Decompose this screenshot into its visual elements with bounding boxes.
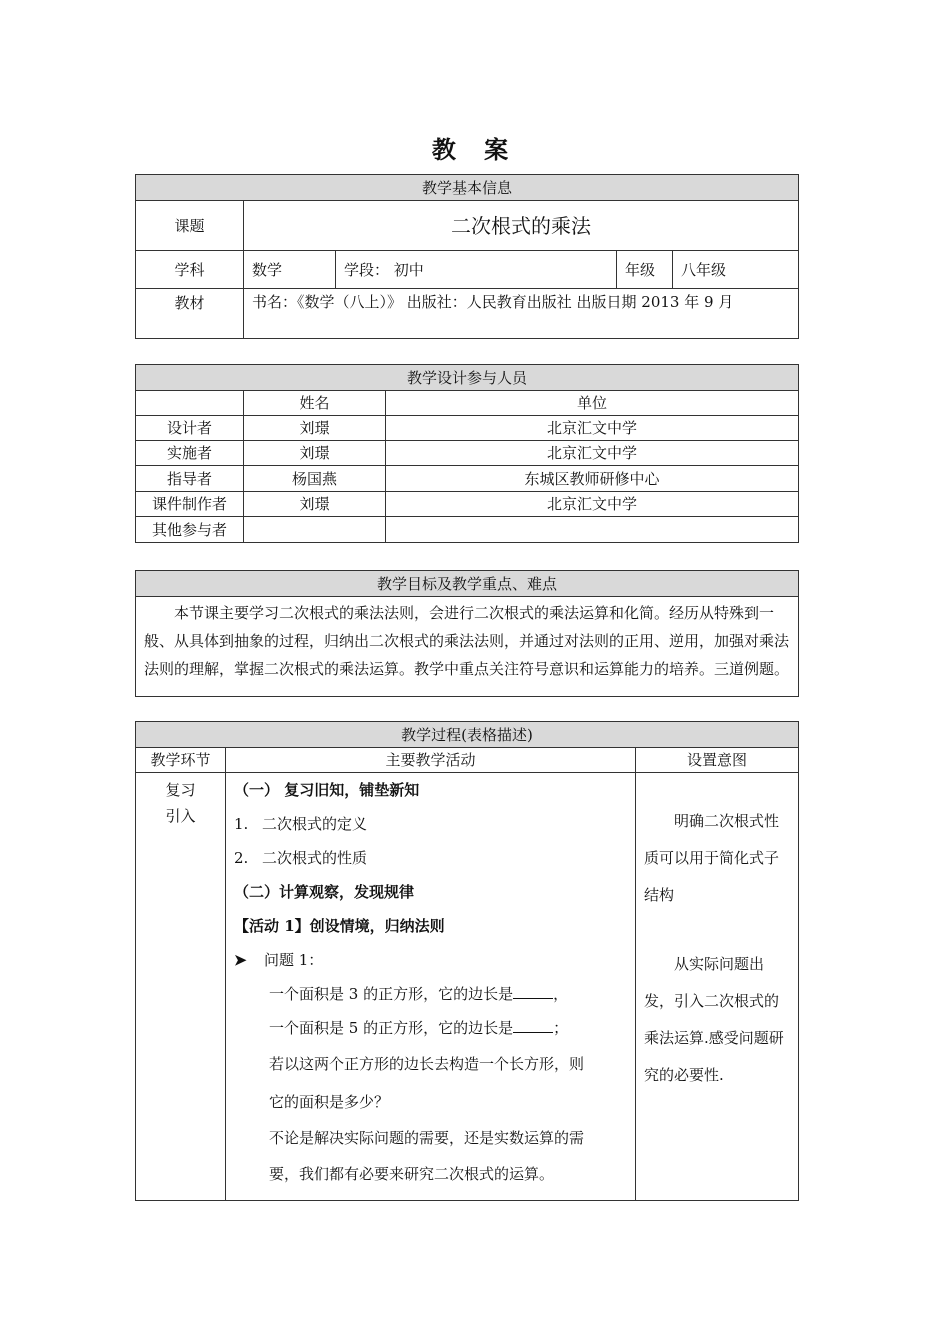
item2-number: 2. — [234, 849, 249, 867]
participant-unit: 北京汇文中学 — [386, 492, 799, 517]
basic-info-table — [135, 174, 799, 339]
item2-text: 二次根式的性质 — [262, 849, 368, 867]
table-row — [136, 441, 799, 466]
process-header: 教学过程(表格描述) — [136, 722, 799, 748]
participant-name: 杨国燕 — [244, 466, 386, 492]
question-line — [234, 1011, 627, 1045]
question-line — [234, 977, 627, 1011]
list-item — [234, 841, 627, 875]
question-line5: 不论是解决实际问题的需要，还是实数运算的需 — [269, 1129, 585, 1147]
participant-name: 刘璟 — [244, 492, 386, 517]
item1-number: 1. — [234, 815, 249, 833]
activity-cell — [226, 773, 636, 1201]
textbook-value: 书名：《数学（八上）》 出版社：人民教育出版社 出版日期 2013 年 9 月 — [244, 289, 799, 339]
participant-name — [244, 517, 386, 543]
participant-role: 指导者 — [136, 466, 244, 492]
participant-unit: 北京汇文中学 — [386, 441, 799, 466]
intent-cell — [636, 773, 799, 1201]
participant-unit: 东城区教师研修中心 — [386, 466, 799, 492]
participants-table — [135, 364, 799, 543]
question-line6: 要，我们都有必要来研究二次根式的运算。 — [269, 1165, 555, 1183]
arrow-bullet-icon: ➤ — [234, 951, 247, 969]
stage-label: 学段： 初中 — [336, 251, 617, 289]
table-row — [136, 517, 799, 543]
question-line2-punct: ； — [553, 1019, 569, 1037]
col-name-header: 姓名 — [244, 391, 386, 416]
topic-value: 二次根式的乘法 — [244, 201, 799, 251]
grade-label: 年级 — [617, 251, 673, 289]
table-row — [136, 416, 799, 441]
col-unit-header: 单位 — [386, 391, 799, 416]
basic-info-header: 教学基本信息 — [136, 175, 799, 201]
textbook-label: 教材 — [136, 289, 244, 339]
participant-role: 课件制作者 — [136, 492, 244, 517]
col-intent-header: 设置意图 — [636, 748, 799, 773]
answer-blank — [513, 980, 553, 999]
table-row — [136, 466, 799, 492]
question-line4: 它的面积是多少？ — [269, 1093, 390, 1111]
participant-unit: 北京汇文中学 — [386, 416, 799, 441]
table-row — [136, 492, 799, 517]
topic-label: 课题 — [136, 201, 244, 251]
goals-text: 本节课主要学习二次根式的乘法法则，会进行二次根式的乘法运算和化简。经历从特殊到一般、从具体到抽象的过程，归纳出二次根式的乘法法则，并通过对法则的正用、逆用，加强对乘法法则的理解，掌握二次根式的乘法运算。教学中重点关注符号意识和运算能力的培养。三道例题。 — [136, 597, 799, 697]
col-activity-header: 主要教学活动 — [226, 748, 636, 773]
question-line2-text: 一个面积是 5 的正方形，它的边长是 — [269, 1019, 514, 1037]
participant-unit — [386, 517, 799, 543]
goals-table — [135, 570, 799, 697]
process-table — [135, 721, 799, 1201]
participant-name: 刘璟 — [244, 441, 386, 466]
section-name: 复习 引入 — [136, 773, 226, 1201]
participant-role: 其他参与者 — [136, 517, 244, 543]
participants-header: 教学设计参与人员 — [136, 365, 799, 391]
question-line1-text: 一个面积是 3 的正方形，它的边长是 — [269, 985, 514, 1003]
intent-paragraph-1: 明确二次根式性质可以用于简化式子结构 — [644, 812, 780, 904]
document-title: 教 案 — [431, 136, 519, 164]
list-item — [234, 807, 627, 841]
part2-title: （二）计算观察，发现规律 — [234, 883, 415, 901]
question-line3: 若以这两个正方形的边长去构造一个长方形，则 — [269, 1055, 585, 1073]
part1-title: （一） 复习旧知，铺垫新知 — [234, 781, 420, 799]
participant-name: 刘璟 — [244, 416, 386, 441]
grade-value: 八年级 — [673, 251, 799, 289]
participant-role: 实施者 — [136, 441, 244, 466]
item1-text: 二次根式的定义 — [262, 815, 368, 833]
subject-value: 数学 — [244, 251, 336, 289]
col-section-header: 教学环节 — [136, 748, 226, 773]
answer-blank — [513, 1014, 553, 1033]
activity-title: 【活动 1】创设情境，归纳法则 — [234, 917, 445, 935]
intent-paragraph-2: 从实际问题出发，引入二次根式的乘法运算.感受问题研究的必要性. — [644, 955, 784, 1084]
question-line1-punct: ， — [553, 985, 569, 1003]
goals-header: 教学目标及教学重点、难点 — [136, 571, 799, 597]
subject-label: 学科 — [136, 251, 244, 289]
participant-role: 设计者 — [136, 416, 244, 441]
question-label: 问题 1： — [264, 951, 324, 969]
participants-corner — [136, 391, 244, 416]
